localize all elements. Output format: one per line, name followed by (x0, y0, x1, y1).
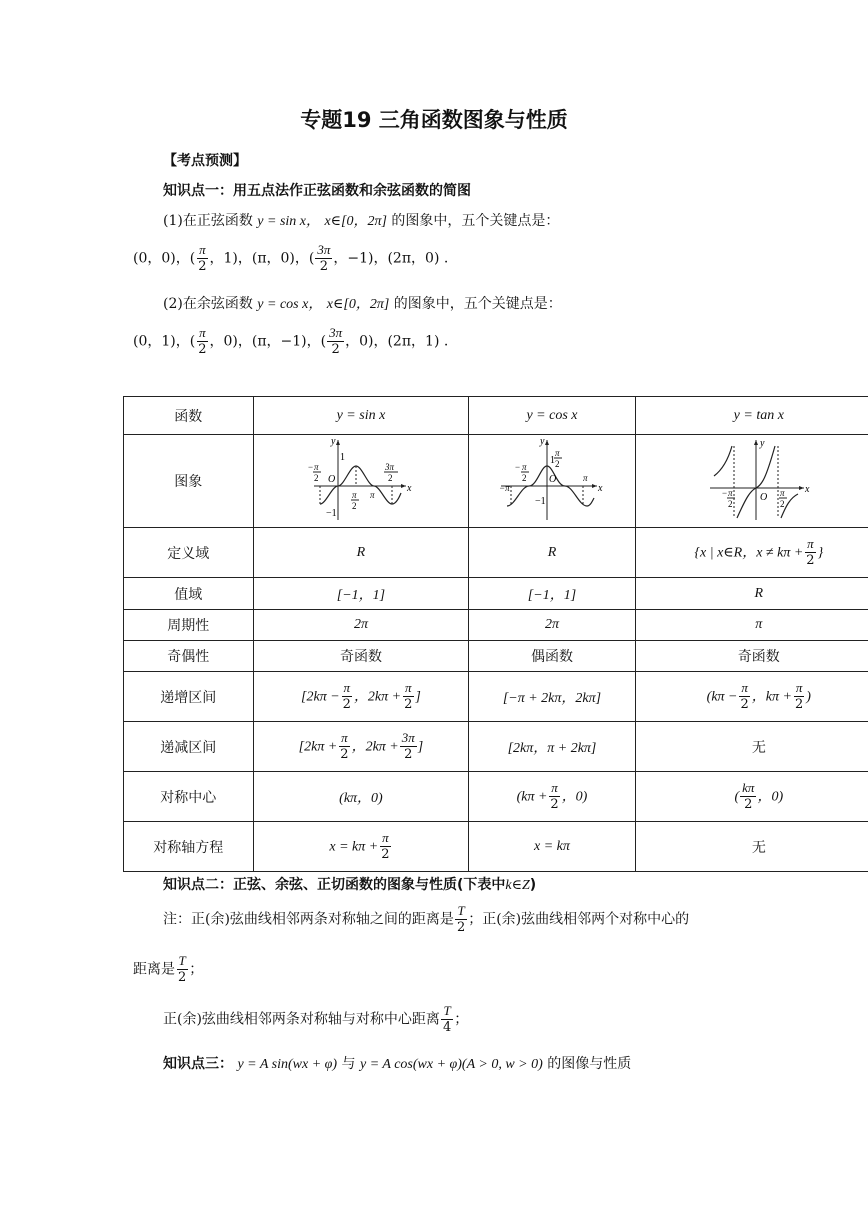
tan-parity-cell: 奇函数 (635, 641, 868, 672)
frac-num: π (382, 830, 389, 845)
frac-den: 2 (456, 920, 466, 935)
tick-pi: π (369, 490, 375, 500)
frac-den: 2 (331, 342, 340, 357)
sin-points-b: ，1)，(π，0)，( (209, 250, 315, 267)
cos-graph (497, 436, 607, 522)
kp1-sin-points (133, 242, 448, 275)
kp3-heading-label: 知识点三： (163, 1056, 233, 1072)
part: [2kπ + (298, 739, 338, 755)
part: ，2kπ + (353, 689, 402, 705)
frac-den: 2 (744, 797, 753, 812)
table-row-decreasing (124, 722, 868, 772)
header-tan: y = tan x (635, 397, 868, 435)
frac-den: 2 (794, 697, 804, 712)
frac-num: π (551, 780, 558, 795)
cos-graph-cell (469, 435, 635, 528)
tick-one: 1 (339, 452, 345, 463)
kp1-sin-intro (163, 210, 559, 230)
frac-num: π (795, 680, 803, 695)
sin-graph-cell (253, 435, 469, 528)
tan-domain-cell (635, 528, 868, 578)
kp3-tail: 的图像与性质 (547, 1056, 632, 1072)
frac-den: 2 (404, 747, 413, 762)
axis-y-label: y (539, 436, 545, 447)
cos-period-cell: 2π (469, 610, 635, 641)
table-row-axis (124, 822, 868, 872)
kp3-formula1: y = A sin(wx + φ) (237, 1057, 338, 1072)
note1-b: ；正(余)弦曲线相邻两个对称中心的 (468, 911, 690, 928)
frac-den: 2 (550, 797, 559, 812)
tan-decreasing-cell: 无 (635, 722, 868, 772)
cos-func: y = cos x， (257, 297, 323, 312)
axis-x-label: x (406, 483, 412, 494)
header-cos: y = cos x (469, 397, 635, 435)
tan-center-cell (635, 772, 868, 822)
tick-neg-pi2-num: π (521, 462, 527, 472)
tick-3pi2-den: 2 (387, 473, 393, 483)
frac-den: 2 (178, 970, 187, 985)
part: (kπ − (706, 689, 738, 705)
tan-axis-cell: 无 (635, 822, 868, 872)
tan-domain-pre: {x | x∈R，x ≠ kπ + (694, 545, 804, 561)
tick-neg-sign: − (307, 462, 314, 472)
frac-pi-2 (739, 680, 751, 713)
table-row-center (124, 772, 868, 822)
tick-neg-pi2-den: 2 (313, 473, 319, 483)
tick-neg-one: −1 (325, 508, 337, 519)
section-heading: 【考点预测】 (163, 153, 247, 169)
origin-label: O (327, 474, 336, 485)
frac-num: π (405, 680, 412, 695)
sin-domain: x∈[0，2π] (324, 214, 387, 229)
frac-T-4 (441, 1003, 453, 1036)
part: ] (417, 739, 424, 755)
sin-intro-pre: (1)在正弦函数 (163, 213, 253, 229)
frac-num: π (807, 536, 814, 551)
frac-3pi-2 (400, 730, 417, 763)
frac-pi-2 (379, 830, 391, 863)
cos-center-cell (469, 772, 635, 822)
kp1-heading: 知识点一：用五点法作正弦函数和余弦函数的简图 (163, 183, 471, 199)
sin-graph (306, 436, 416, 522)
kp2-heading (163, 874, 536, 894)
tick-neg-pi2-den: 2 (727, 499, 733, 509)
part: ] (415, 689, 421, 705)
cos-decreasing-cell: [2kπ，π + 2kπ] (469, 722, 635, 772)
tan-range-cell: R (635, 578, 868, 610)
tick-pi2-den: 2 (554, 459, 560, 469)
tick-neg-pi2-den: 2 (521, 473, 527, 483)
part: ，0) (757, 789, 784, 805)
cos-increasing-cell: [−π + 2kπ，2kπ] (469, 672, 635, 722)
part: x = kπ + (329, 839, 379, 855)
tan-domain-post: } (817, 545, 824, 561)
frac-num: 3π (317, 242, 331, 257)
tick-neg-pi2-num: π (727, 488, 733, 498)
frac-3pi-2 (315, 242, 332, 275)
row-label: 值域 (124, 578, 254, 610)
note1-a: 注：正(余)弦曲线相邻两条对称轴之间的距离是 (163, 911, 454, 928)
note3-b: ； (454, 1011, 469, 1028)
tick-pi2-den: 2 (779, 499, 785, 509)
frac-num: π (199, 325, 206, 340)
page-title: 专题19 三角函数图象与性质 (300, 108, 568, 132)
frac-den: 2 (740, 697, 749, 712)
sin-period-cell: 2π (253, 610, 469, 641)
kp2-heading-end: ) (529, 877, 537, 893)
sin-points-c: ，−1)，(2π，0) . (333, 250, 449, 267)
sin-parity-cell: 奇函数 (253, 641, 469, 672)
sin-domain-cell: R (253, 528, 469, 578)
kp2-note3 (163, 1003, 468, 1036)
frac-num: T (457, 903, 465, 918)
frac-den: 2 (342, 697, 351, 712)
tick-pi2-num: π (554, 448, 560, 458)
part: ，kπ + (751, 689, 792, 705)
tick-neg-pi2-num: π (313, 462, 319, 472)
kp1-cos-points (133, 325, 448, 358)
table-header-row (124, 397, 868, 435)
sin-center-cell: (kπ，0) (253, 772, 469, 822)
frac-num: π (741, 680, 748, 695)
table-row-period (124, 610, 868, 641)
part: ，2kπ + (351, 739, 399, 755)
frac-T-2 (176, 953, 188, 986)
tick-one: 1 (549, 455, 555, 466)
sin-func: y = sin x， (257, 214, 321, 229)
frac-num: π (343, 680, 351, 695)
table-row-increasing (124, 672, 868, 722)
frac-den: 2 (198, 342, 207, 357)
cos-parity-cell: 偶函数 (469, 641, 635, 672)
frac-3pi-2 (327, 325, 344, 358)
frac-kpi-2 (740, 780, 756, 813)
frac-num: 3π (401, 730, 415, 745)
part: [2kπ − (301, 689, 340, 705)
frac-pi-2 (338, 730, 350, 763)
cos-points-a: (0，1)，( (133, 333, 196, 350)
frac-pi-2 (196, 325, 208, 358)
cos-points-c: ，0)，(2π，1) . (345, 333, 449, 350)
frac-num: T (178, 953, 186, 968)
sin-increasing-cell (253, 672, 469, 722)
tan-period-cell: π (635, 610, 868, 641)
part: ) (806, 689, 811, 705)
note2-a: 距离是 (133, 961, 175, 978)
frac-den: 2 (381, 847, 390, 862)
tick-neg-sign: − (721, 488, 727, 498)
table-row-parity (124, 641, 868, 672)
header-sin: y = sin x (253, 397, 469, 435)
sin-points-a: (0，0)，( (133, 250, 196, 267)
axis-y-label: y (330, 436, 336, 447)
kp2-note1 (163, 903, 689, 936)
frac-T-2 (455, 903, 467, 936)
tick-3pi2-num: 3π (384, 462, 394, 472)
frac-den: 2 (340, 747, 349, 762)
cos-domain-cell: R (469, 528, 635, 578)
part: ，0) (561, 789, 588, 805)
kp2-heading-math: k∈Z (505, 878, 530, 893)
frac-num: π (341, 730, 348, 745)
frac-num: π (199, 242, 206, 257)
row-label: 图象 (124, 435, 254, 528)
cos-intro-post: 的图象中，五个关键点是： (393, 296, 562, 312)
kp2-heading-text: 知识点二：正弦、余弦、正切函数的图象与性质(下表中 (163, 877, 506, 893)
tick-pi2-num: π (351, 490, 357, 500)
row-label: 定义域 (124, 528, 254, 578)
frac-num: T (443, 1003, 451, 1018)
frac-pi-2 (402, 680, 414, 713)
tan-graph-cell (635, 435, 868, 528)
tick-pi2-den: 2 (351, 501, 357, 511)
sin-intro-post: 的图象中，五个关键点是： (391, 213, 560, 229)
frac-pi-2 (804, 536, 816, 569)
note2-b: ； (189, 961, 204, 978)
frac-pi-2 (341, 680, 353, 713)
frac-den: 4 (442, 1020, 452, 1035)
row-label: 周期性 (124, 610, 254, 641)
table-row-graph (124, 435, 868, 528)
row-label: 奇偶性 (124, 641, 254, 672)
frac-den: 2 (404, 697, 413, 712)
tick-pi: π (582, 473, 588, 483)
note3-a: 正(余)弦曲线相邻两条对称轴与对称中心距离 (163, 1011, 440, 1028)
cos-axis-cell: x = kπ (469, 822, 635, 872)
sin-range-cell: [−1，1] (253, 578, 469, 610)
sin-decreasing-cell (253, 722, 469, 772)
header-func: 函数 (124, 397, 254, 435)
frac-pi-2 (793, 680, 805, 713)
tick-neg-sign: − (514, 462, 521, 472)
axis-x-label: x (597, 483, 603, 494)
table-row-domain (124, 528, 868, 578)
axis-y-label: y (759, 438, 765, 449)
row-label: 递减区间 (124, 722, 254, 772)
frac-pi-2 (196, 242, 208, 275)
row-label: 对称中心 (124, 772, 254, 822)
tick-pi2-num: π (779, 488, 785, 498)
table-row-range (124, 578, 868, 610)
kp2-note2 (133, 953, 203, 986)
kp3-formula2: y = A cos(wx + φ)(A > 0, w > 0) (359, 1057, 543, 1072)
axis-x-label: x (804, 484, 810, 495)
cos-range-cell: [−1，1] (469, 578, 635, 610)
trig-properties-table (123, 396, 868, 872)
tick-neg-pi: −π (498, 483, 510, 493)
cos-intro-pre: (2)在余弦函数 (163, 296, 253, 312)
part: (kπ + (516, 789, 548, 805)
frac-pi-2 (548, 780, 560, 813)
sin-axis-cell (253, 822, 469, 872)
cos-domain: x∈[0，2π] (326, 297, 390, 312)
frac-den: 2 (806, 553, 815, 568)
origin-label: O (759, 492, 768, 503)
frac-den: 2 (198, 259, 207, 274)
row-label: 对称轴方程 (124, 822, 254, 872)
row-label: 递增区间 (124, 672, 254, 722)
kp3-mid: 与 (341, 1056, 356, 1072)
origin-label: O (548, 474, 557, 485)
tan-graph (704, 436, 814, 522)
frac-num: kπ (742, 780, 755, 795)
kp3-heading (163, 1053, 631, 1073)
tan-increasing-cell (635, 672, 868, 722)
frac-den: 2 (319, 259, 328, 274)
cos-points-b: ，0)，(π，−1)，( (209, 333, 327, 350)
tick-neg-one: −1 (534, 496, 546, 507)
frac-num: 3π (329, 325, 343, 340)
kp1-cos-intro (163, 293, 562, 313)
part: ( (734, 789, 740, 805)
